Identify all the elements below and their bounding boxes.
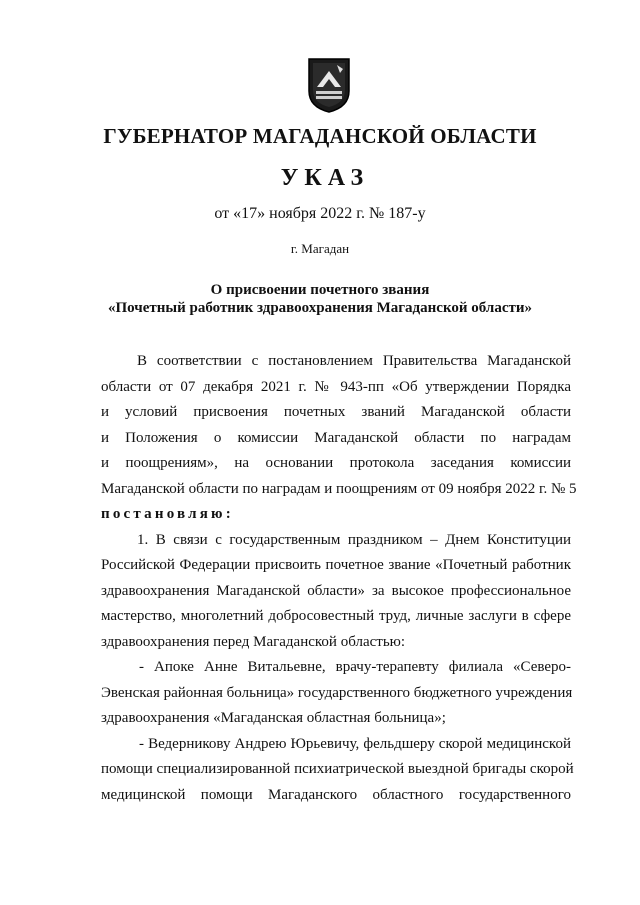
document-city: г. Магадан xyxy=(290,241,350,256)
document-date-number: от «17» ноября 2022 г. № 187-у xyxy=(214,205,426,222)
decree-keyword: постановляю: xyxy=(101,506,234,522)
body-line: здравоохранения Магаданской области» за высокое профессиональное xyxy=(101,582,571,599)
document-body xyxy=(101,349,577,808)
issuer-title: ГУБЕРНАТОР МАГАДАНСКОЙ ОБЛАСТИ xyxy=(103,124,537,148)
body-line: 1. В связи с государственным праздником – Днем Конституции xyxy=(137,531,571,548)
body-line: - Ведерникову Андрею Юрьевичу, фельдшеру скорой медицинской xyxy=(139,735,571,752)
body-line: здравоохранения «Магаданская областная больница»; xyxy=(101,710,446,726)
body-line: и условий присвоения почетных званий Магаданской области xyxy=(101,404,571,420)
body-line: - Апоке Анне Витальевне, врачу-терапевту филиала «Северо- xyxy=(139,659,571,675)
document-type: УКАЗ xyxy=(280,165,370,191)
body-line: помощи специализированной психиатрической выездной бригады скорой xyxy=(101,761,574,777)
body-line: и Положения о комиссии Магаданской области по наградам xyxy=(101,429,571,446)
body-line: Российской Федерации присвоить почетное звание «Почетный работник xyxy=(101,557,571,573)
subject-line-1: О присвоении почетного звания xyxy=(210,282,430,298)
subject-line-2: «Почетный работник здравоохранения Магаданской области» xyxy=(107,300,532,316)
body-line: мастерство, многолетний добросовестный труд, личные заслуги в сфере xyxy=(101,608,571,624)
body-line: Магаданской области по наградам и поощрениям от 09 ноября 2022 г. № 5 xyxy=(101,480,577,497)
body-line: и поощрениям», на основании протокола заседания комиссии xyxy=(101,455,571,471)
body-line: здравоохранения перед Магаданской областью: xyxy=(101,633,406,650)
body-line: В соответствии с постановлением Правительства Магаданской xyxy=(137,353,571,369)
body-line: медицинской помощи Магаданского областного государственного xyxy=(101,786,571,803)
body-line: Эвенская районная больница» государственного бюджетного учреждения xyxy=(101,684,573,701)
body-line: области от 07 декабря 2021 г. № 943-пп «Об утверждении Порядка xyxy=(101,378,571,395)
coat-of-arms-emblem xyxy=(307,57,351,113)
